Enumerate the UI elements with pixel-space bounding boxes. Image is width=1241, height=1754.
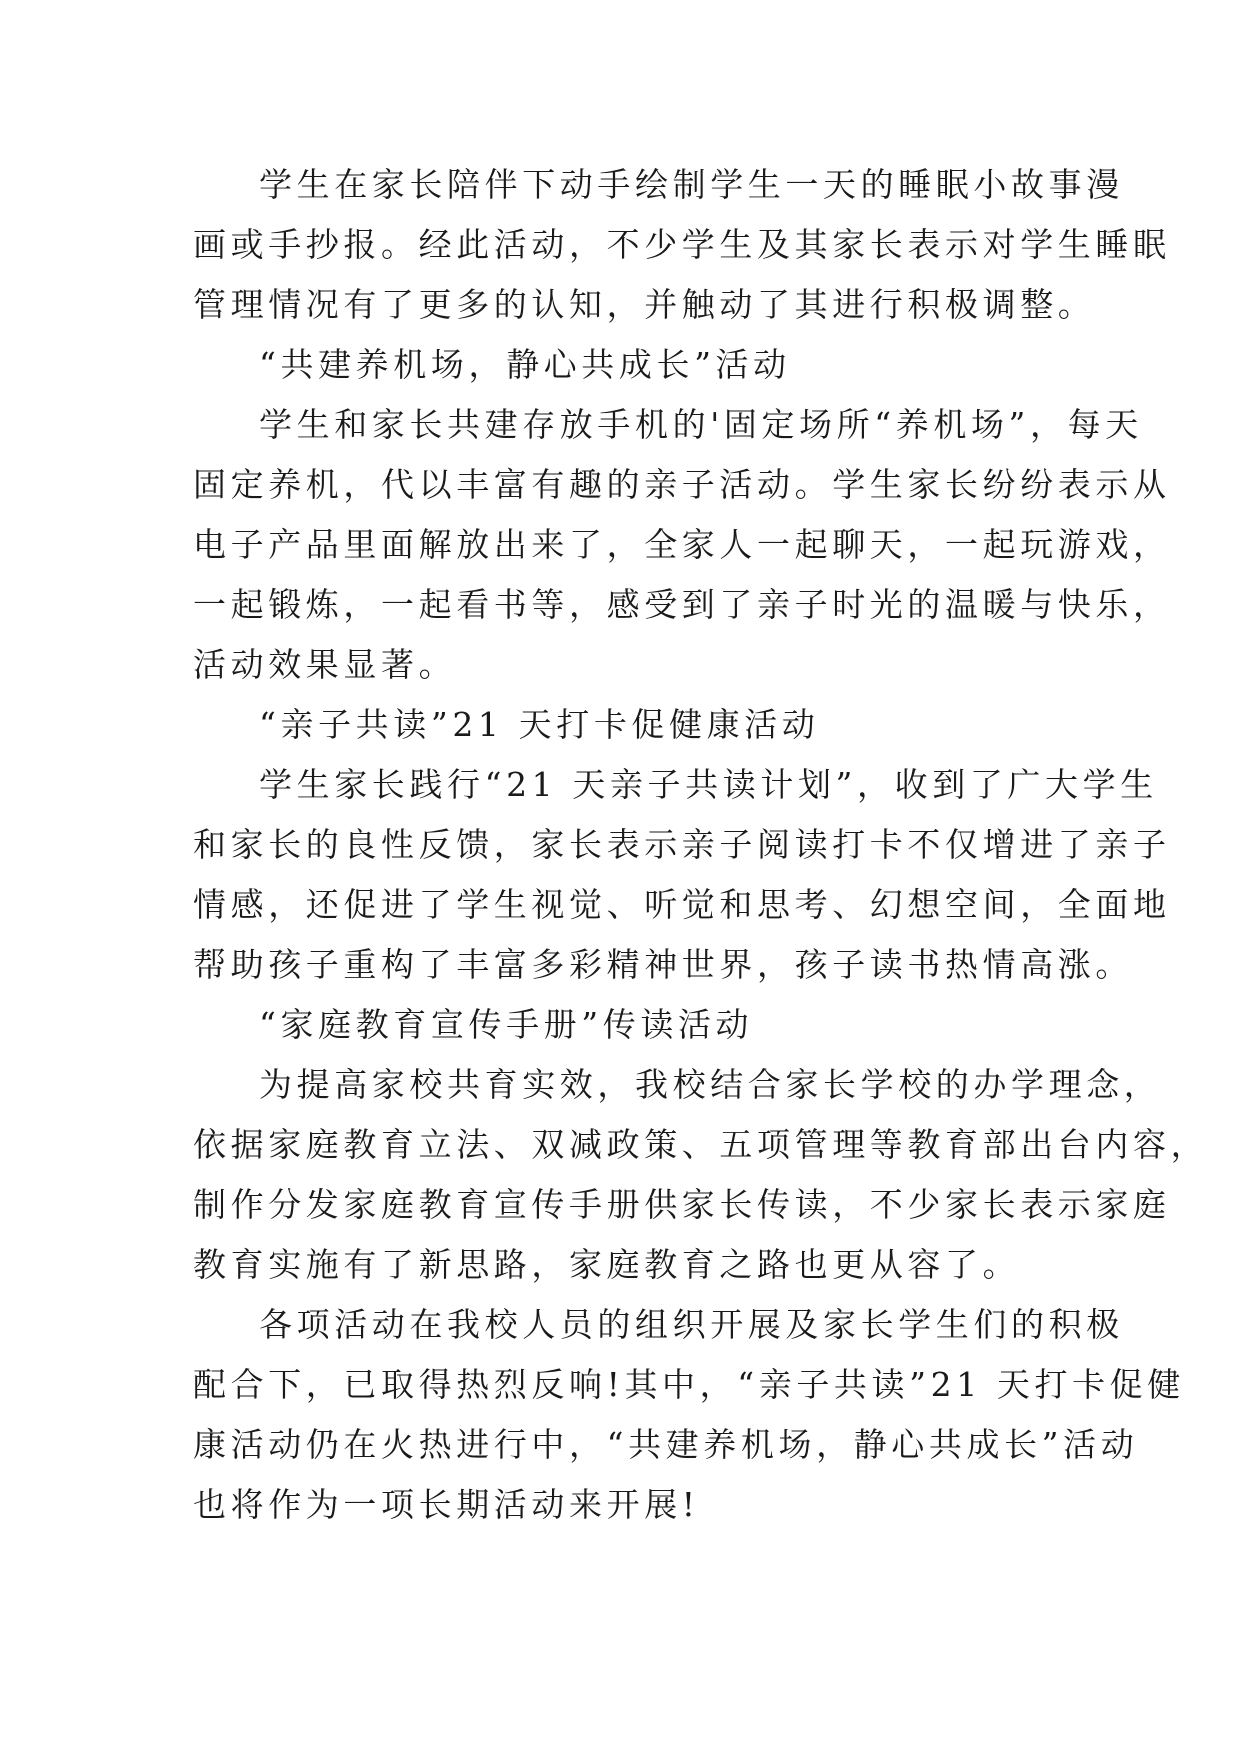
text-line: 活动效果显著。 [193, 645, 457, 684]
text-line: 学生在家长陪伴下动手绘制学生一天的睡眠小故事漫 [259, 165, 1124, 204]
text-line: 依据家庭教育立法、双减政策、五项管理等教育部出台内容， [193, 1125, 1209, 1164]
text-line: 学生家长践行“21 天亲子共读计划”，收到了广大学生 [259, 765, 1158, 804]
text-line: 一起锻炼，一起看书等，感受到了亲子时光的温暖与快乐， [193, 585, 1171, 624]
text-line: 电子产品里面解放出来了，全家人一起聊天，一起玩游戏， [193, 525, 1171, 564]
text-line: 管理情况有了更多的认知，并触动了其进行积极调整。 [193, 285, 1096, 324]
text-line: 也将作为一项长期活动来开展! [193, 1485, 700, 1524]
text-line: 制作分发家庭教育宣传手册供家长传读，不少家长表示家庭 [193, 1185, 1171, 1224]
text-line: 帮助孩子重构了丰富多彩精神世界，孩子读书热情高涨。 [193, 945, 1133, 984]
text-line: 为提高家校共育实效，我校结合家长学校的办学理念， [259, 1065, 1162, 1104]
section-heading: “亲子共读”21 天打卡促健康活动 [259, 705, 820, 744]
text-line: 康活动仍在火热进行中，“共建养机场，静心共成长”活动 [193, 1425, 1139, 1464]
section-heading: “家庭教育宣传手册”传读活动 [259, 1005, 754, 1044]
text-line: 固定养机，代以丰富有趣的亲子活动。学生家长纷纷表示从 [193, 465, 1171, 504]
text-line: 配合下，已取得热烈反响!其中，“亲子共读”21 天打卡促健 [193, 1365, 1185, 1404]
text-line: 教育实施有了新思路，家庭教育之路也更从容了。 [193, 1245, 1021, 1284]
section-heading: “共建养机场，静心共成长”活动 [259, 345, 791, 384]
text-line: 各项活动在我校人员的组织开展及家长学生们的积极 [259, 1305, 1124, 1344]
text-line: 画或手抄报。经此活动，不少学生及其家长表示对学生睡眠 [193, 225, 1171, 264]
text-line: 情感，还促进了学生视觉、听觉和思考、幻想空间，全面地 [193, 885, 1171, 924]
document-body [193, 155, 1209, 1535]
text-line: 和家长的良性反馈，家长表示亲子阅读打卡不仅增进了亲子 [193, 825, 1171, 864]
text-line: 学生和家长共建存放手机的'固定场所“养机场”，每天 [259, 405, 1143, 444]
